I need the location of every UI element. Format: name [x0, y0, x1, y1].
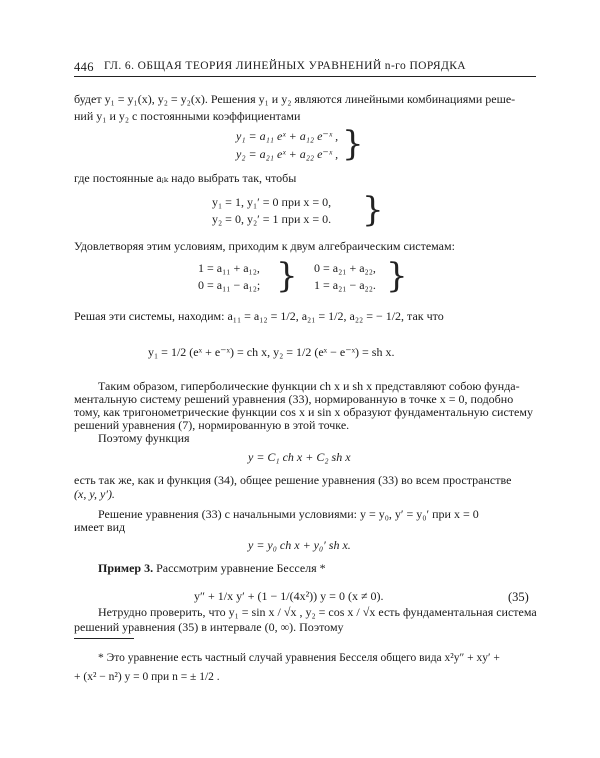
- brace-right: }: [386, 256, 408, 296]
- example-heading: [98, 562, 326, 576]
- paragraph-line: имеет вид: [74, 520, 126, 534]
- example-text: Рассмотрим уравнение Бесселя *: [153, 561, 326, 575]
- system-line: 1 = a₂₁ − a₂₂.: [314, 278, 376, 292]
- system-line: 0 = a₂₁ + a₂₂,: [314, 261, 376, 275]
- equation-line: y₂ = a₂₁ eˣ + a₂₂ e⁻ˣ ,: [236, 147, 339, 161]
- equation-line: y = y₀ ch x + y₀′ sh x.: [248, 538, 351, 552]
- paragraph-line: Нетрудно проверить, что y₁ = sin x / √x , y₂ = cos x / √x есть фундаментальная система: [98, 605, 537, 619]
- equation-line: y₁ = a₁₁ eˣ + a₁₂ e⁻ˣ ,: [236, 129, 339, 143]
- footnote-line: * Это уравнение есть частный случай уравнения Бесселя общего вида x²y″ + xy′ +: [98, 652, 500, 664]
- paragraph-line: Решение уравнения (33) с начальными условиями: y = y₀, y′ = y₀′ при x = 0: [98, 507, 479, 521]
- equation-line: y₁ = 1/2 (eˣ + e⁻ˣ) = ch x, y₂ = 1/2 (eˣ − e⁻ˣ) = sh x.: [148, 345, 395, 359]
- paragraph-line: решений уравнения (7), нормированную в этой точке.: [74, 418, 350, 432]
- paragraph-line: будет y₁ = y₁(x), y₂ = y₂(x). Решения y₁ и y₂ являются линейными комбинациями реше-: [74, 92, 516, 106]
- footnote-rule: [74, 638, 134, 639]
- header-rule: [74, 76, 536, 77]
- equation-line: y = C₁ ch x + C₂ sh x: [248, 450, 351, 464]
- paragraph-line: Удовлетворяя этим условиям, приходим к двум алгебраическим системам:: [74, 239, 455, 253]
- paragraph-line: где постоянные aᵢₖ надо выбрать так, чтобы: [74, 171, 297, 185]
- paragraph-line: есть так же, как и функция (34), общее решение уравнения (33) во всем пространстве: [74, 473, 512, 487]
- brace-right: }: [362, 190, 384, 230]
- paragraph-line: Поэтому функция: [98, 431, 190, 445]
- system-line: 1 = a₁₁ + a₁₂,: [198, 261, 260, 275]
- footnote-line: + (x² − n²) y = 0 при n = ± 1/2 .: [74, 671, 220, 683]
- paragraph-line: Таким образом, гиперболические функции ch x и sh x представляют собою фунда-: [98, 379, 520, 393]
- example-label: Пример 3.: [98, 561, 154, 575]
- paragraph-line: (x, y, y′).: [74, 487, 115, 501]
- equation-line: y₁ = 1, y₁′ = 0 при x = 0,: [212, 195, 332, 209]
- paragraph-line: тому, как тригонометрические функции cos x и sin x образуют фундаментальную систему: [74, 405, 533, 419]
- brace-right: }: [342, 124, 364, 164]
- brace-right: }: [276, 256, 298, 296]
- paragraph-line: ментальную систему решений уравнения (33), нормированную в точке x = 0, подобно: [74, 392, 514, 406]
- system-line: 0 = a₁₁ − a₁₂;: [198, 278, 261, 292]
- equation-number: (35): [508, 590, 529, 604]
- equation-line: y₂ = 0, y₂′ = 1 при x = 0.: [212, 212, 332, 226]
- paragraph-line: Решая эти системы, находим: a₁₁ = a₁₂ = 1/2, a₂₁ = 1/2, a₂₂ = − 1/2, так что: [74, 309, 444, 323]
- paragraph-line: ний y₁ и y₂ с постоянными коэффициентами: [74, 109, 301, 123]
- running-title: ГЛ. 6. ОБЩАЯ ТЕОРИЯ ЛИНЕЙНЫХ УРАВНЕНИЙ n-го ПОРЯДКА: [104, 60, 467, 72]
- equation-line: y″ + 1/x y′ + (1 − 1/(4x²)) y = 0 (x ≠ 0).: [194, 589, 384, 603]
- page-number: 446: [74, 60, 94, 74]
- paragraph-line: решений уравнения (35) в интервале (0, ∞). Поэтому: [74, 620, 344, 634]
